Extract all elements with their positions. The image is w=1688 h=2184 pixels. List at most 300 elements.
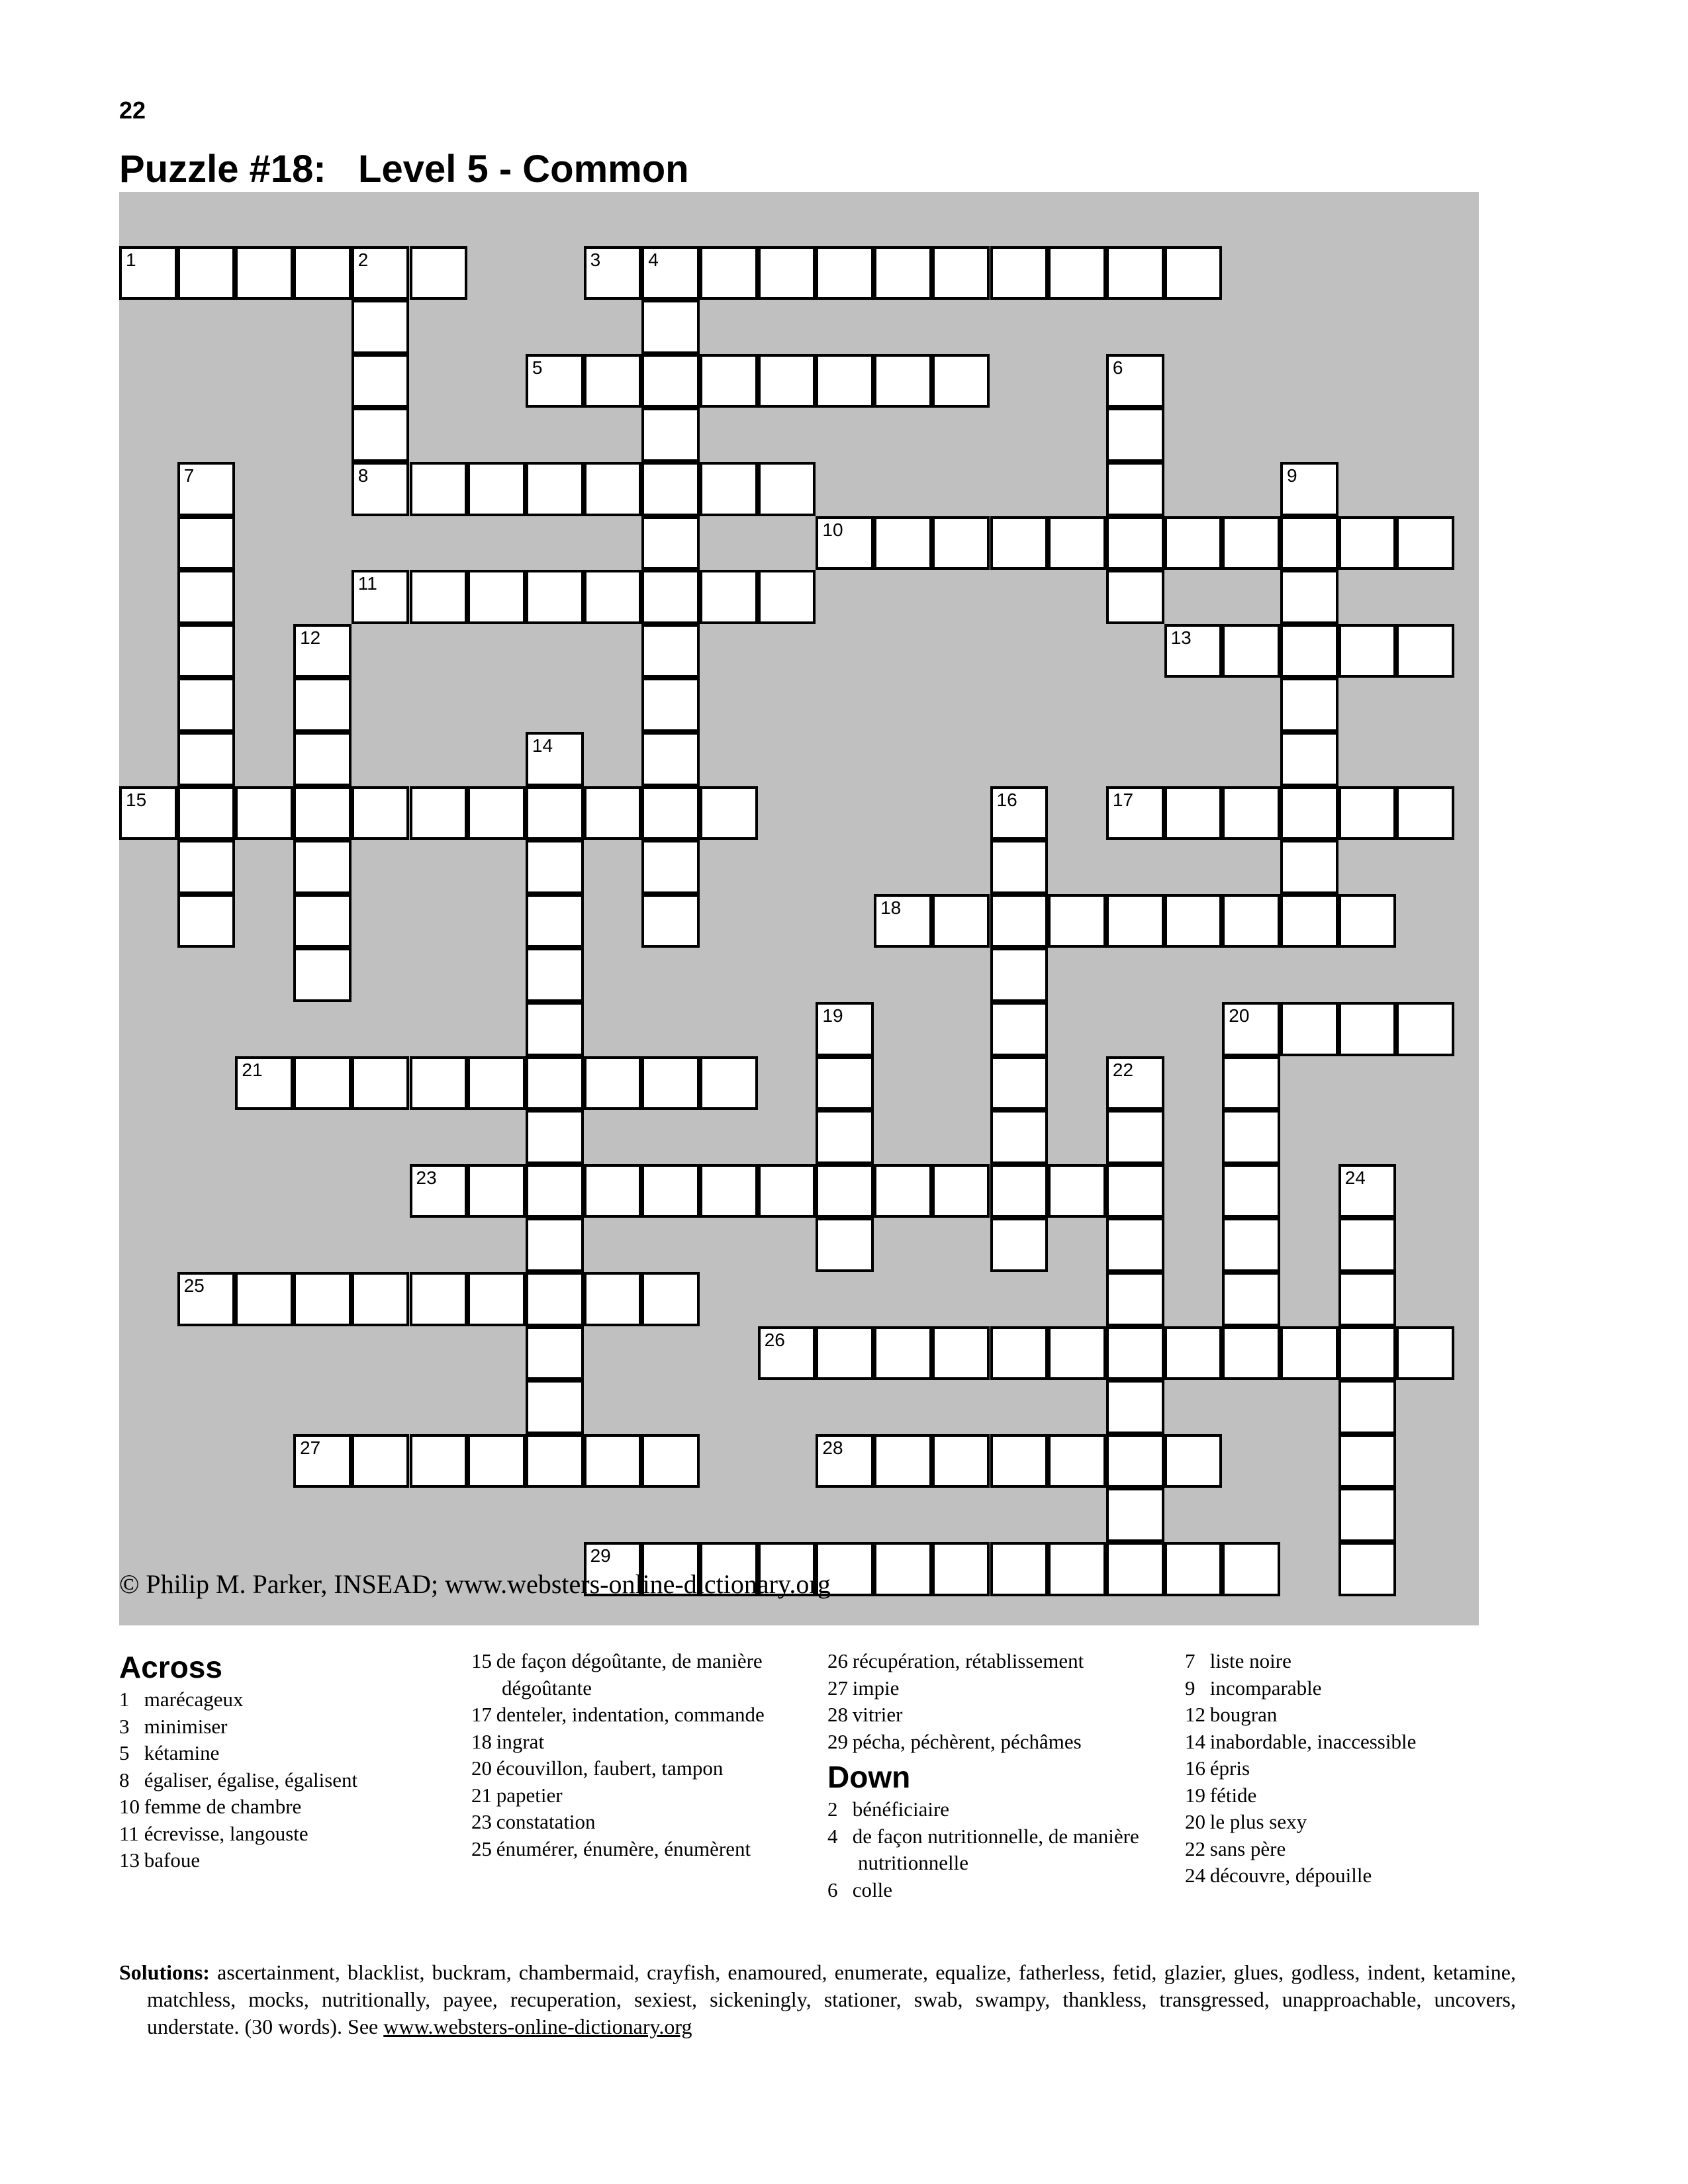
clue-number-label: 14 (1185, 1729, 1205, 1753)
grid-cell[interactable] (1280, 570, 1338, 624)
grid-cell[interactable] (410, 1434, 468, 1488)
grid-cell[interactable] (1280, 894, 1338, 948)
grid-cell[interactable] (641, 678, 700, 732)
grid-cell[interactable] (293, 732, 352, 786)
grid-cell[interactable] (1106, 1326, 1164, 1381)
clue-23 (471, 1809, 802, 1836)
grid-cell[interactable] (526, 1110, 584, 1164)
grid-cell[interactable] (1106, 570, 1164, 624)
grid-cell[interactable] (1048, 516, 1106, 570)
grid-cell[interactable] (1048, 1326, 1106, 1381)
grid-cell[interactable] (1280, 678, 1338, 732)
clue-number: 24 (1344, 1167, 1366, 1188)
grid-cell[interactable] (410, 786, 468, 841)
grid-cell[interactable] (293, 840, 352, 894)
grid-cell[interactable] (758, 570, 816, 624)
grid-cell[interactable] (700, 786, 758, 841)
grid-cell[interactable] (1106, 1056, 1164, 1111)
clue-20 (471, 1755, 802, 1782)
clue-4 (827, 1823, 1172, 1877)
grid-cell[interactable] (1222, 1056, 1280, 1111)
grid-cell[interactable] (467, 1164, 526, 1218)
grid-cell[interactable] (874, 1326, 932, 1381)
grid-cell[interactable] (816, 246, 874, 300)
clue-number-label: 25 (471, 1837, 492, 1860)
grid-cell[interactable] (584, 1056, 642, 1111)
grid-cell[interactable] (293, 624, 352, 678)
clue-number-label: 23 (471, 1810, 492, 1833)
clue-number: 16 (996, 789, 1017, 810)
grid-cell[interactable] (758, 462, 816, 516)
grid-cell[interactable] (641, 1056, 700, 1111)
grid-cell[interactable] (352, 462, 410, 516)
grid-cell[interactable] (467, 786, 526, 841)
grid-cell[interactable] (526, 1002, 584, 1056)
grid-cell[interactable] (1222, 516, 1280, 570)
grid-cell[interactable] (1106, 1434, 1164, 1488)
grid-cell[interactable] (1222, 624, 1280, 678)
grid-cell[interactable] (352, 1056, 410, 1111)
grid-cell[interactable] (584, 1272, 642, 1326)
grid-cell[interactable] (352, 354, 410, 408)
grid-cell[interactable] (584, 462, 642, 516)
clue-7 (1185, 1648, 1529, 1675)
grid-cell[interactable] (1396, 786, 1454, 841)
grid-cell[interactable] (700, 1164, 758, 1218)
grid-cell[interactable] (467, 462, 526, 516)
grid-cell[interactable] (1338, 1380, 1397, 1434)
clue-number: 1 (126, 249, 136, 270)
grid-cell[interactable] (700, 462, 758, 516)
clue-text: vitrier (847, 1703, 903, 1726)
grid-cell[interactable] (177, 516, 236, 570)
grid-cell[interactable] (641, 786, 700, 841)
grid-cell[interactable] (119, 246, 177, 300)
grid-cell[interactable] (990, 1056, 1049, 1111)
grid-cell[interactable] (177, 786, 236, 841)
grid-cell[interactable] (1338, 1164, 1397, 1218)
grid-cell[interactable] (1280, 624, 1338, 678)
grid-cell[interactable] (410, 570, 468, 624)
grid-cell[interactable] (1338, 516, 1397, 570)
grid-cell[interactable] (641, 894, 700, 948)
grid-cell[interactable] (1106, 1272, 1164, 1326)
grid-cell[interactable] (293, 1056, 352, 1111)
clue-text: colle (847, 1878, 892, 1901)
grid-cell[interactable] (758, 1164, 816, 1218)
clue-text: écrevisse, langouste (139, 1821, 308, 1845)
grid-cell[interactable] (990, 948, 1049, 1002)
clue-number-label: 7 (1185, 1649, 1196, 1672)
grid-cell[interactable] (177, 840, 236, 894)
clue-11 (119, 1821, 450, 1848)
grid-cell[interactable] (1222, 1326, 1280, 1381)
grid-cell[interactable] (641, 246, 700, 300)
clue-21 (471, 1782, 802, 1809)
clue-number-label: 10 (119, 1795, 140, 1818)
clue-number-label: 15 (471, 1649, 492, 1672)
grid-cell[interactable] (641, 300, 700, 354)
clue-number-label: 13 (119, 1848, 140, 1872)
clue-25 (471, 1836, 802, 1863)
grid-cell[interactable] (352, 1434, 410, 1488)
grid-cell[interactable] (990, 1218, 1049, 1272)
clue-number-label: 27 (827, 1676, 848, 1700)
clue-number: 25 (183, 1275, 205, 1296)
clue-text: pécha, péchèrent, péchâmes (847, 1729, 1082, 1753)
down-heading: Down (827, 1760, 911, 1794)
clue-number-label: 17 (471, 1703, 492, 1726)
grid-cell[interactable] (1222, 894, 1280, 948)
clue-text: incomparable (1205, 1676, 1322, 1700)
grid-cell[interactable] (816, 1110, 874, 1164)
grid-cell[interactable] (1338, 894, 1397, 948)
grid-cell[interactable] (410, 462, 468, 516)
clue-text: marécageux (139, 1688, 244, 1711)
grid-cell[interactable] (641, 408, 700, 462)
grid-cell[interactable] (990, 1110, 1049, 1164)
clue-number: 29 (590, 1545, 611, 1566)
grid-cell[interactable] (990, 840, 1049, 894)
grid-cell[interactable] (816, 354, 874, 408)
grid-cell[interactable] (1338, 1542, 1397, 1596)
grid-cell[interactable] (1106, 1542, 1164, 1596)
grid-cell[interactable] (1048, 1434, 1106, 1488)
grid-cell[interactable] (874, 354, 932, 408)
grid-cell[interactable] (990, 516, 1049, 570)
grid-cell[interactable] (641, 516, 700, 570)
clue-22 (1185, 1836, 1529, 1863)
grid-cell[interactable] (641, 624, 700, 678)
clue-text: bénéficiaire (847, 1797, 950, 1821)
grid-cell[interactable] (1164, 516, 1223, 570)
grid-cell[interactable] (1338, 1002, 1397, 1056)
grid-cell[interactable] (641, 1164, 700, 1218)
grid-cell[interactable] (235, 246, 293, 300)
grid-cell[interactable] (1222, 786, 1280, 841)
solutions-paragraph (119, 1959, 1516, 2040)
grid-cell[interactable] (1280, 786, 1338, 841)
clue-text: récupération, rétablissement (847, 1649, 1084, 1672)
grid-cell[interactable] (816, 1164, 874, 1218)
grid-cell[interactable] (526, 1218, 584, 1272)
grid-cell[interactable] (526, 948, 584, 1002)
grid-cell[interactable] (119, 786, 177, 841)
grid-cell[interactable] (874, 894, 932, 948)
grid-cell[interactable] (584, 1164, 642, 1218)
grid-cell[interactable] (1338, 1218, 1397, 1272)
grid-cell[interactable] (1222, 1002, 1280, 1056)
grid-cell[interactable] (293, 678, 352, 732)
grid-cell[interactable] (816, 1056, 874, 1111)
clue-number-label: 22 (1185, 1837, 1205, 1860)
grid-cell[interactable] (352, 1272, 410, 1326)
clue-26 (827, 1648, 1172, 1675)
grid-cell[interactable] (1164, 894, 1223, 948)
clues-column-2 (471, 1648, 802, 1862)
grid-cell[interactable] (1164, 1434, 1223, 1488)
clue-text: denteler, indentation, commande (491, 1703, 765, 1726)
grid-cell[interactable] (641, 462, 700, 516)
grid-cell[interactable] (584, 786, 642, 841)
grid-cell[interactable] (177, 246, 236, 300)
grid-cell[interactable] (1280, 462, 1338, 516)
grid-cell[interactable] (526, 1380, 584, 1434)
copyright-notice: © Philip M. Parker, INSEAD; www.websters-online-dictionary.org (119, 1569, 831, 1599)
grid-cell[interactable] (874, 1164, 932, 1218)
grid-cell[interactable] (177, 624, 236, 678)
clue-13 (119, 1847, 450, 1874)
grid-cell[interactable] (1164, 786, 1223, 841)
clue-10 (119, 1794, 450, 1821)
grid-cell[interactable] (293, 1434, 352, 1488)
grid-cell[interactable] (467, 1434, 526, 1488)
grid-cell[interactable] (932, 1542, 990, 1596)
grid-cell[interactable] (816, 1218, 874, 1272)
grid-cell[interactable] (1396, 516, 1454, 570)
puzzle-title: Puzzle #18: Level 5 - Common (119, 148, 689, 191)
grid-cell[interactable] (990, 1326, 1049, 1381)
clue-number: 10 (822, 519, 843, 540)
grid-cell[interactable] (467, 570, 526, 624)
grid-cell[interactable] (526, 894, 584, 948)
clue-number-label: 4 (827, 1824, 838, 1848)
grid-cell[interactable] (1338, 1488, 1397, 1542)
grid-cell[interactable] (990, 894, 1049, 948)
grid-cell[interactable] (1106, 1110, 1164, 1164)
clue-1 (119, 1686, 450, 1713)
grid-cell[interactable] (1280, 732, 1338, 786)
grid-cell[interactable] (641, 570, 700, 624)
grid-cell[interactable] (293, 894, 352, 948)
grid-cell[interactable] (526, 732, 584, 786)
grid-cell[interactable] (526, 462, 584, 516)
clue-6 (827, 1877, 1172, 1904)
clue-number: 28 (822, 1437, 843, 1458)
grid-cell[interactable] (1106, 462, 1164, 516)
grid-cell[interactable] (700, 354, 758, 408)
grid-cell[interactable] (177, 570, 236, 624)
grid-cell[interactable] (235, 1272, 293, 1326)
grid-cell[interactable] (526, 354, 584, 408)
clue-text: femme de chambre (139, 1795, 302, 1818)
grid-cell[interactable] (1106, 1488, 1164, 1542)
grid-cell[interactable] (352, 570, 410, 624)
grid-cell[interactable] (641, 1434, 700, 1488)
grid-cell[interactable] (526, 840, 584, 894)
grid-cell[interactable] (584, 246, 642, 300)
grid-cell[interactable] (1338, 786, 1397, 841)
grid-cell[interactable] (352, 786, 410, 841)
grid-cell[interactable] (1396, 1326, 1454, 1381)
grid-cell[interactable] (874, 246, 932, 300)
grid-cell[interactable] (816, 1326, 874, 1381)
grid-cell[interactable] (990, 1542, 1049, 1596)
clue-number-label: 1 (119, 1688, 130, 1711)
clue-number: 4 (648, 249, 659, 270)
grid-cell[interactable] (932, 894, 990, 948)
grid-cell[interactable] (1280, 1002, 1338, 1056)
grid-cell[interactable] (410, 1056, 468, 1111)
grid-cell[interactable] (990, 246, 1049, 300)
grid-cell[interactable] (641, 732, 700, 786)
clue-text: égaliser, égalise, égalisent (139, 1768, 358, 1792)
grid-cell[interactable] (1048, 1542, 1106, 1596)
grid-cell[interactable] (1396, 624, 1454, 678)
grid-cell[interactable] (1338, 1272, 1397, 1326)
grid-cell[interactable] (990, 786, 1049, 841)
grid-cell[interactable] (874, 1434, 932, 1488)
grid-cell[interactable] (177, 732, 236, 786)
clue-text: sans père (1205, 1837, 1286, 1860)
grid-cell[interactable] (874, 516, 932, 570)
grid-cell[interactable] (700, 1056, 758, 1111)
grid-cell[interactable] (177, 894, 236, 948)
clue-text: bougran (1205, 1703, 1278, 1726)
grid-cell[interactable] (758, 246, 816, 300)
clue-14 (1185, 1729, 1529, 1756)
grid-cell[interactable] (526, 1326, 584, 1381)
grid-cell[interactable] (990, 1002, 1049, 1056)
grid-cell[interactable] (177, 462, 236, 516)
grid-cell[interactable] (1338, 624, 1397, 678)
grid-cell[interactable] (758, 354, 816, 408)
grid-cell[interactable] (641, 1272, 700, 1326)
grid-cell[interactable] (1338, 1326, 1397, 1381)
grid-cell[interactable] (584, 1434, 642, 1488)
grid-cell[interactable] (584, 570, 642, 624)
grid-cell[interactable] (1106, 1218, 1164, 1272)
grid-cell[interactable] (177, 678, 236, 732)
grid-cell[interactable] (641, 354, 700, 408)
grid-cell[interactable] (235, 786, 293, 841)
grid-cell[interactable] (467, 1056, 526, 1111)
grid-cell[interactable] (1048, 246, 1106, 300)
grid-cell[interactable] (1106, 786, 1164, 841)
grid-cell[interactable] (990, 1164, 1049, 1218)
grid-cell[interactable] (1164, 246, 1223, 300)
grid-cell[interactable] (874, 1542, 932, 1596)
grid-cell[interactable] (1106, 1164, 1164, 1218)
grid-cell[interactable] (235, 1056, 293, 1111)
grid-cell[interactable] (1106, 354, 1164, 408)
grid-cell[interactable] (1164, 624, 1223, 678)
solutions-link[interactable]: www.websters-online-dictionary.org (383, 2015, 692, 2038)
clue-19 (1185, 1782, 1529, 1809)
grid-cell[interactable] (1106, 516, 1164, 570)
grid-cell[interactable] (990, 1434, 1049, 1488)
grid-cell[interactable] (1106, 408, 1164, 462)
grid-cell[interactable] (1222, 1272, 1280, 1326)
page-number: 22 (119, 97, 146, 124)
grid-cell[interactable] (467, 1272, 526, 1326)
grid-cell[interactable] (584, 354, 642, 408)
grid-cell[interactable] (526, 1056, 584, 1111)
grid-cell[interactable] (293, 786, 352, 841)
grid-cell[interactable] (1280, 1326, 1338, 1381)
clue-number-label: 8 (119, 1768, 130, 1792)
grid-cell[interactable] (1338, 1434, 1397, 1488)
clue-12 (1185, 1702, 1529, 1729)
grid-cell[interactable] (1222, 1164, 1280, 1218)
grid-cell[interactable] (1048, 1164, 1106, 1218)
grid-cell[interactable] (641, 840, 700, 894)
clue-number-label: 28 (827, 1703, 848, 1726)
clue-text: de façon nutritionnelle, de manière nutritionnelle (847, 1824, 1139, 1874)
grid-cell[interactable] (352, 300, 410, 354)
grid-cell[interactable] (526, 1434, 584, 1488)
clue-number-label: 26 (827, 1649, 848, 1672)
grid-cell[interactable] (932, 246, 990, 300)
grid-cell[interactable] (1164, 1326, 1223, 1381)
grid-cell[interactable] (526, 1164, 584, 1218)
clue-number-label: 6 (827, 1878, 838, 1901)
clue-text: liste noire (1205, 1649, 1291, 1672)
clues-column-1 (119, 1648, 450, 1874)
grid-cell[interactable] (932, 1326, 990, 1381)
grid-cell[interactable] (1106, 1380, 1164, 1434)
grid-cell[interactable] (1396, 1002, 1454, 1056)
grid-cell[interactable] (293, 1272, 352, 1326)
grid-cell[interactable] (816, 1002, 874, 1056)
grid-cell[interactable] (1106, 894, 1164, 948)
clue-number: 7 (183, 465, 195, 486)
grid-cell[interactable] (177, 1272, 236, 1326)
clue-15 (471, 1648, 802, 1702)
grid-cell[interactable] (526, 786, 584, 841)
grid-cell[interactable] (352, 408, 410, 462)
grid-cell[interactable] (293, 246, 352, 300)
grid-cell[interactable] (293, 948, 352, 1002)
clue-text: papetier (491, 1783, 563, 1807)
clue-2 (827, 1796, 1172, 1823)
grid-cell[interactable] (1280, 516, 1338, 570)
grid-cell[interactable] (1222, 1110, 1280, 1164)
grid-cell[interactable] (526, 1272, 584, 1326)
grid-cell[interactable] (1106, 246, 1164, 300)
grid-cell[interactable] (932, 1434, 990, 1488)
clue-number-label: 12 (1185, 1703, 1205, 1726)
crossword-grid (119, 192, 1479, 1625)
grid-cell[interactable] (352, 246, 410, 300)
grid-cell[interactable] (1164, 1542, 1223, 1596)
grid-cell[interactable] (816, 1434, 874, 1488)
clue-number-label: 5 (119, 1741, 130, 1764)
clue-text: énumérer, énumère, énumèrent (491, 1837, 751, 1860)
clue-29 (827, 1729, 1172, 1756)
grid-cell[interactable] (1048, 894, 1106, 948)
grid-cell[interactable] (410, 1272, 468, 1326)
grid-cell[interactable] (1222, 1542, 1280, 1596)
grid-cell[interactable] (700, 246, 758, 300)
grid-cell[interactable] (932, 516, 990, 570)
clue-number: 5 (532, 357, 543, 378)
grid-cell[interactable] (700, 570, 758, 624)
grid-cell[interactable] (932, 1164, 990, 1218)
grid-cell[interactable] (410, 246, 468, 300)
grid-cell[interactable] (816, 516, 874, 570)
grid-cell[interactable] (410, 1164, 468, 1218)
grid-cell[interactable] (932, 354, 990, 408)
grid-cell[interactable] (526, 570, 584, 624)
grid-cell[interactable] (758, 1326, 816, 1381)
clue-text: constatation (491, 1810, 596, 1833)
clue-text: fétide (1205, 1783, 1257, 1807)
grid-cell[interactable] (1280, 840, 1338, 894)
clue-number-label: 21 (471, 1783, 492, 1807)
clue-text: bafoue (139, 1848, 201, 1872)
grid-cell[interactable] (1222, 1218, 1280, 1272)
